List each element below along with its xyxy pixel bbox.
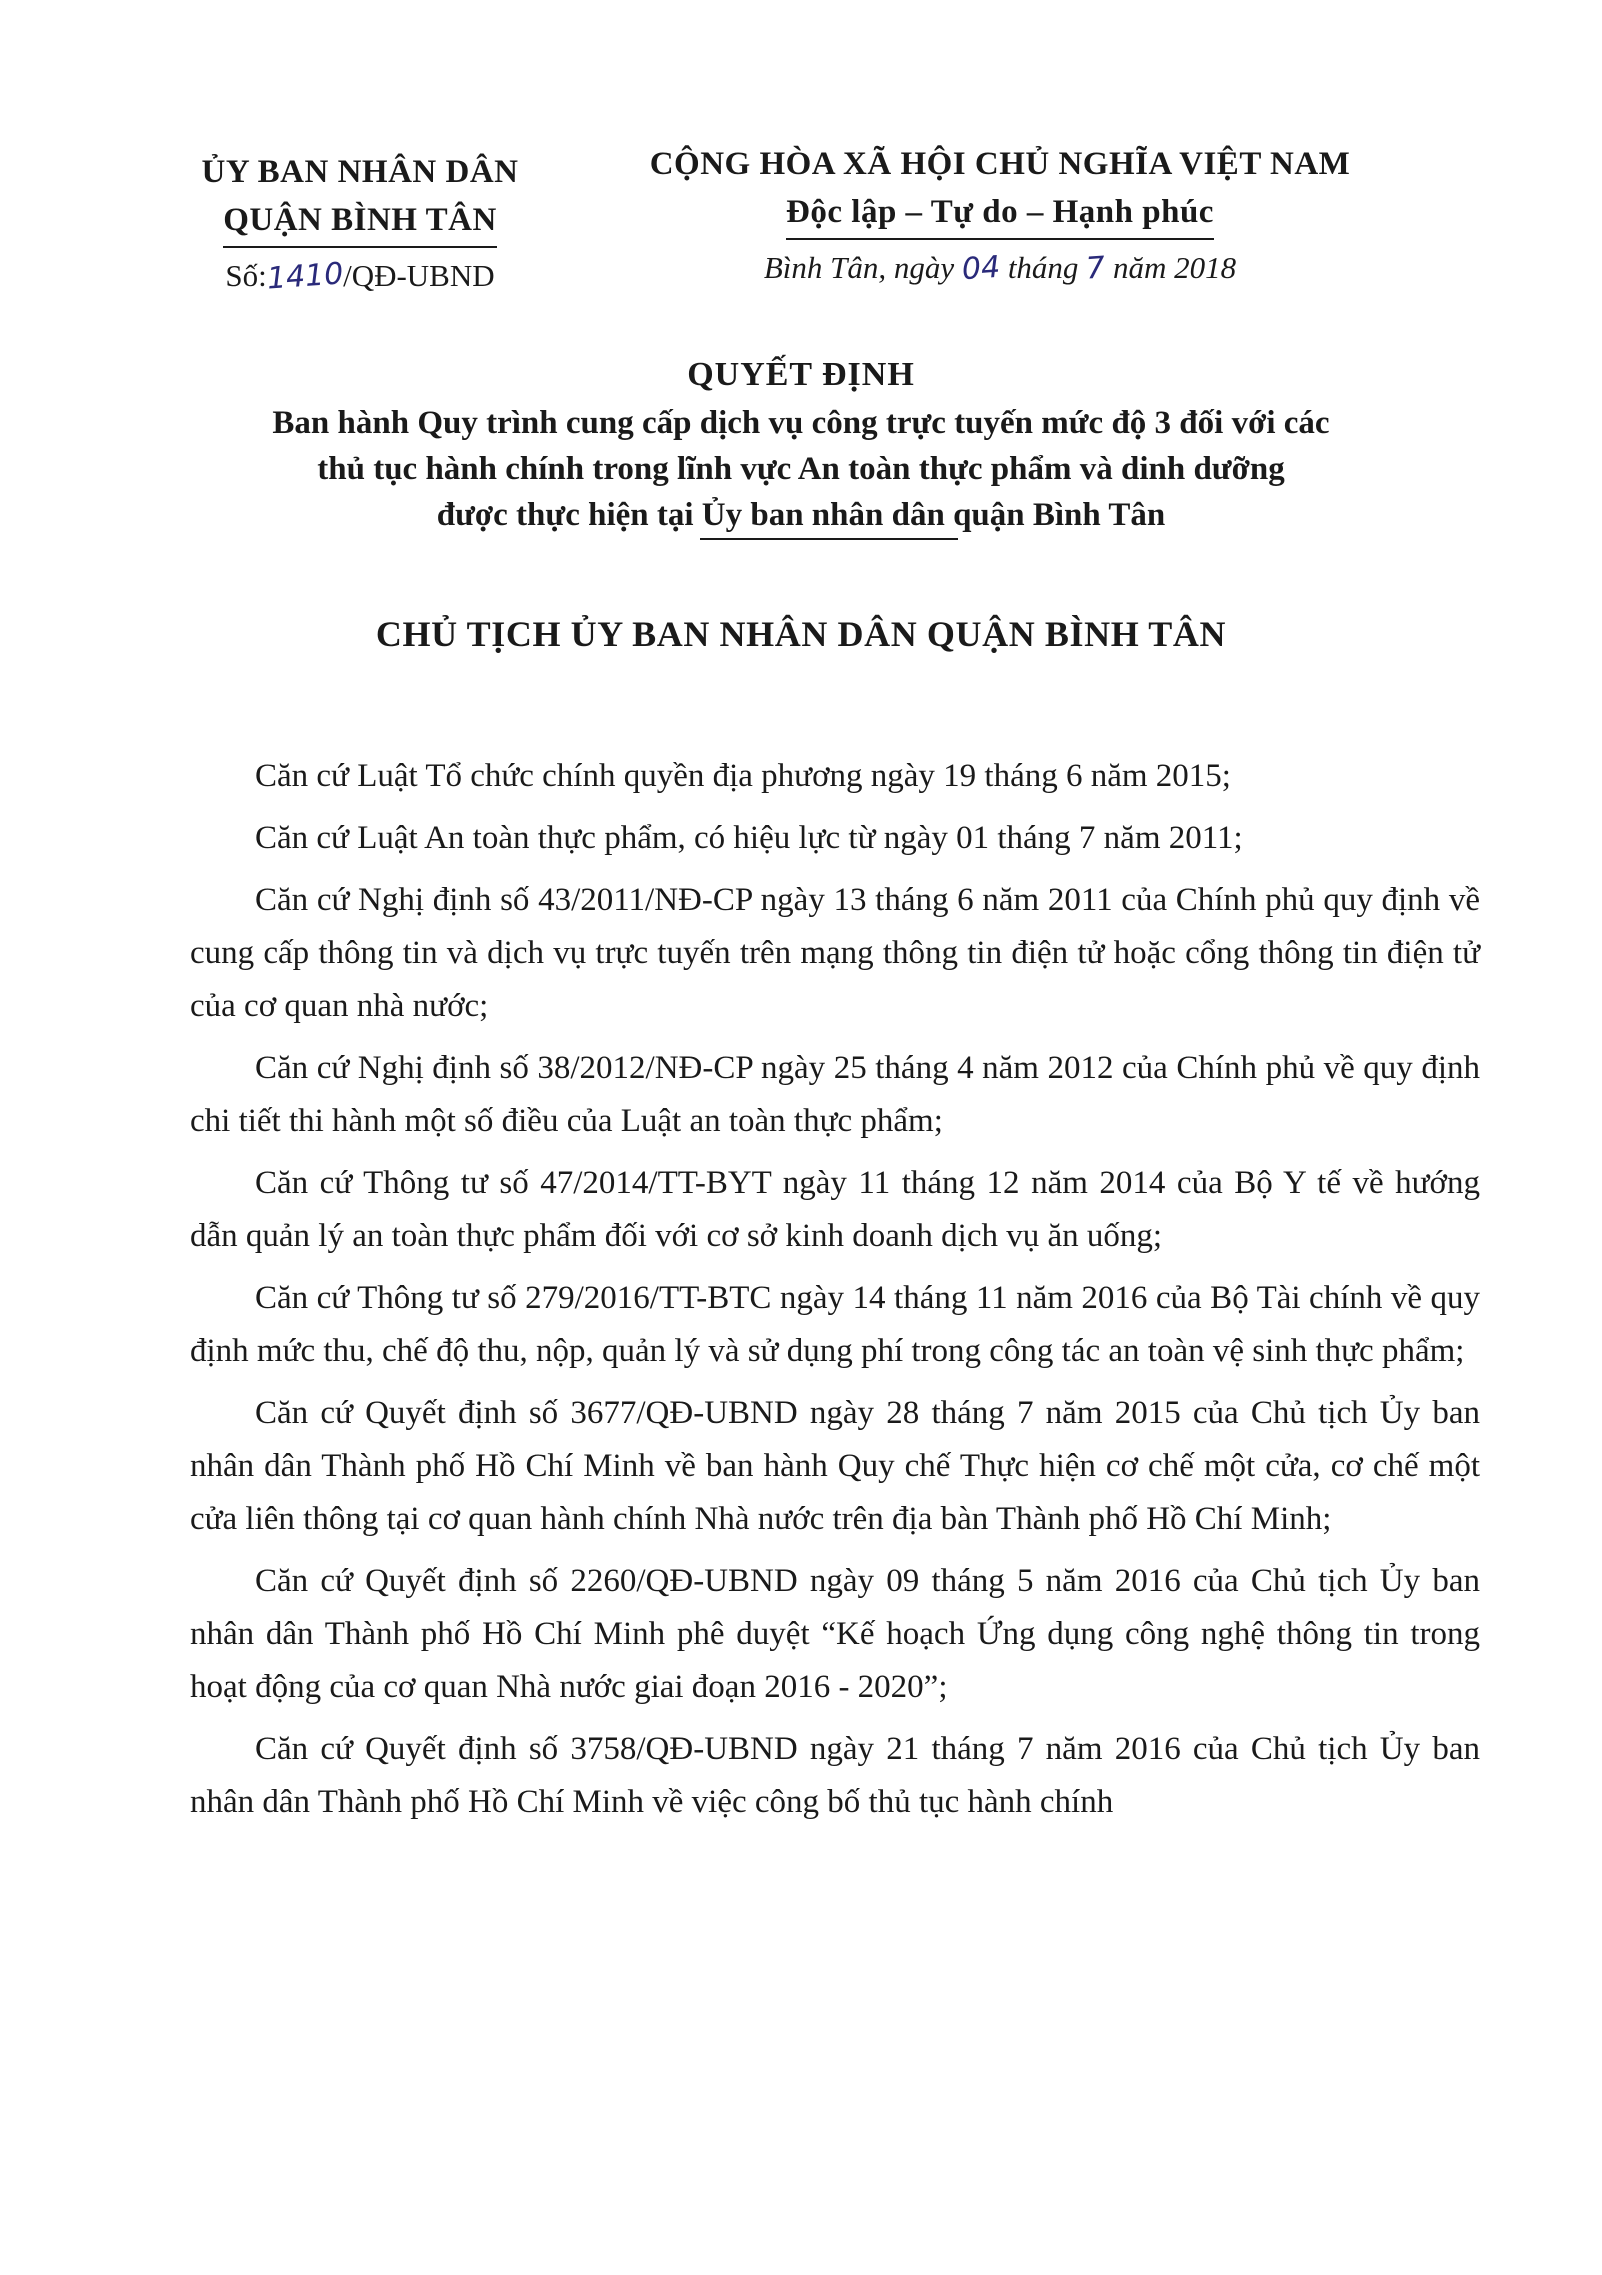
decision-subject-line-2: thủ tục hành chính trong lĩnh vực An toàn thực phẩm và dinh dưỡng: [317, 451, 1285, 487]
motto: [600, 188, 1400, 240]
national-motto-block: [600, 140, 1400, 293]
legal-basis-paragraph: Căn cứ Quyết định số 3677/QĐ-UBND ngày 28 tháng 7 năm 2015 của Chủ tịch Ủy ban nhân dân Thành phố Hồ Chí Minh về ban hành Quy chế Thực hiện cơ chế một cửa, cơ chế một cửa liên thông tại cơ quan hành chính Nhà nước trên địa bàn Thành phố Hồ Chí Minh;: [190, 1395, 1480, 1537]
date-month-handwritten: 7: [1084, 250, 1107, 287]
date-place: Bình Tân, ngày: [763, 250, 955, 285]
agency-name: ỦY BAN NHÂN DÂN: [201, 154, 519, 190]
title-divider: [700, 538, 958, 540]
legal-basis-paragraph: Căn cứ Quyết định số 3758/QĐ-UBND ngày 21 tháng 7 năm 2016 của Chủ tịch Ủy ban nhân dân Thành phố Hồ Chí Minh về việc công bố thủ tục hành chính: [190, 1731, 1480, 1820]
decision-subject-line-1: Ban hành Quy trình cung cấp dịch vụ công trực tuyến mức độ 3 đối với các: [272, 405, 1330, 441]
document-date: [600, 244, 1400, 293]
nation-name: CỘNG HÒA XÃ HỘI CHỦ NGHĨA VIỆT NAM: [649, 146, 1351, 182]
motto-text: Độc lập – Tự do – Hạnh phúc: [786, 188, 1214, 240]
legal-basis-paragraph: Căn cứ Thông tư số 47/2014/TT-BYT ngày 11 tháng 12 năm 2014 của Bộ Y tế về hướng dẫn quản lý an toàn thực phẩm đối với cơ sở kinh doanh dịch vụ ăn uống;: [190, 1165, 1480, 1254]
document-number-prefix: Số:: [225, 258, 267, 293]
date-year: năm 2018: [1113, 250, 1237, 285]
legal-basis-body: [190, 750, 1480, 1838]
issuing-authority: CHỦ TỊCH ỦY BAN NHÂN DÂN QUẬN BÌNH TÂN: [375, 614, 1227, 654]
legal-basis-paragraph: Căn cứ Luật An toàn thực phẩm, có hiệu lực từ ngày 01 tháng 7 năm 2011;: [255, 820, 1243, 856]
document-number-suffix: /QĐ-UBND: [343, 258, 495, 293]
document-number: [170, 252, 550, 301]
date-day-handwritten: 04: [960, 249, 1002, 288]
agency-district: [170, 196, 550, 248]
document-number-handwritten: 1410: [265, 256, 345, 297]
legal-basis-paragraph: Căn cứ Nghị định số 43/2011/NĐ-CP ngày 13 tháng 6 năm 2011 của Chính phủ quy định về cung cấp thông tin và dịch vụ trực tuyến trên mạng thông tin điện tử hoặc cổng thông tin điện tử của cơ quan nhà nước;: [190, 882, 1480, 1024]
issuing-agency-block: [170, 148, 550, 301]
decision-title: QUYẾT ĐỊNH: [687, 356, 915, 393]
legal-basis-paragraph: Căn cứ Quyết định số 2260/QĐ-UBND ngày 09 tháng 5 năm 2016 của Chủ tịch Ủy ban nhân dân Thành phố Hồ Chí Minh phê duyệt “Kế hoạch Ứng dụng công nghệ thông tin trong hoạt động của cơ quan Nhà nước giai đoạn 2016 - 2020”;: [190, 1563, 1480, 1705]
legal-basis-paragraph: Căn cứ Thông tư số 279/2016/TT-BTC ngày 14 tháng 11 năm 2016 của Bộ Tài chính về quy định mức thu, chế độ thu, nộp, quản lý và sử dụng phí trong công tác an toàn vệ sinh thực phẩm;: [190, 1280, 1480, 1369]
agency-district-text: QUẬN BÌNH TÂN: [223, 196, 497, 248]
decision-title-block: [0, 350, 1602, 538]
date-month-label: tháng: [1007, 250, 1079, 285]
decision-subject-line-3: được thực hiện tại Ủy ban nhân dân quận Bình Tân: [436, 497, 1166, 533]
legal-basis-paragraph: Căn cứ Luật Tổ chức chính quyền địa phương ngày 19 tháng 6 năm 2015;: [255, 758, 1231, 794]
legal-basis-paragraph: Căn cứ Nghị định số 38/2012/NĐ-CP ngày 25 tháng 4 năm 2012 của Chính phủ về quy định chi tiết thi hành một số điều của Luật an toàn thực phẩm;: [190, 1050, 1480, 1139]
